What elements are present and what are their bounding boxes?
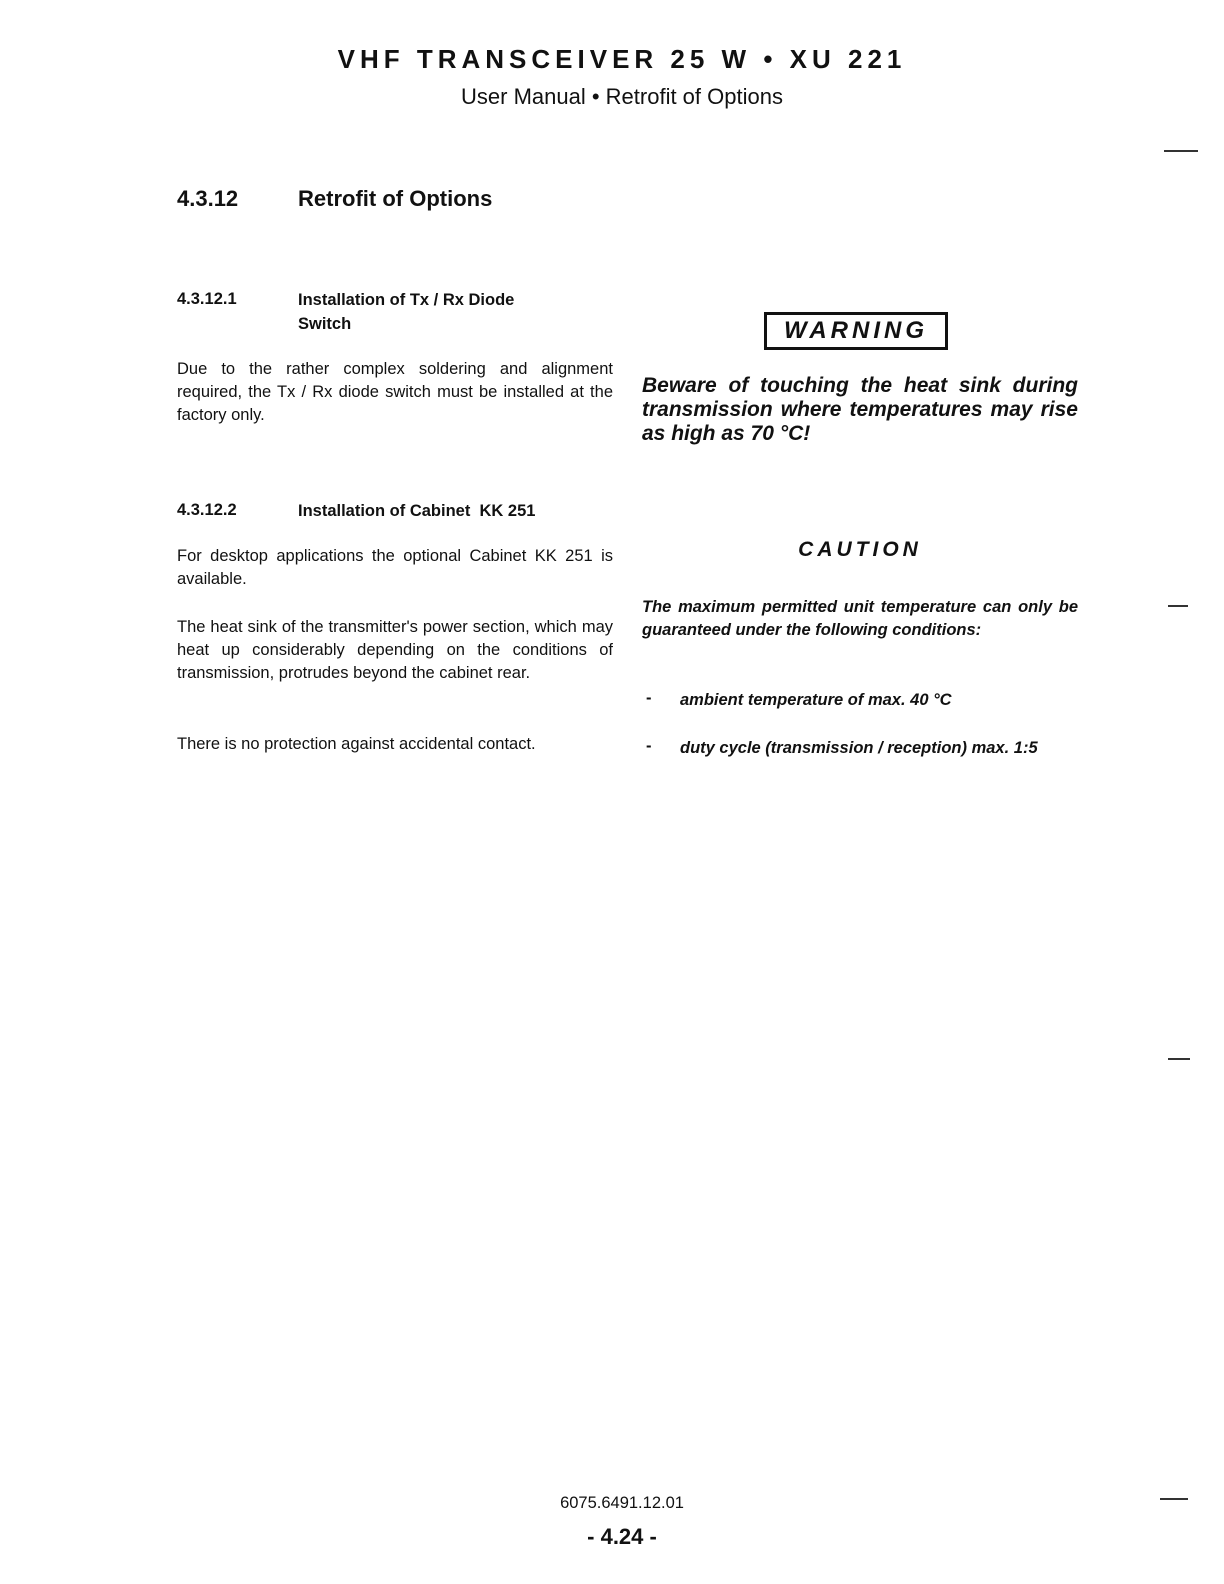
caution-label: CAUTION: [798, 538, 922, 561]
warning-label: WARNING: [764, 312, 948, 350]
subsection1-body: Due to the rather complex soldering and alignment required, the Tx / Rx diode switch must be installed at the factory only.: [177, 360, 613, 424]
margin-mark: [1168, 1058, 1190, 1060]
caution-item-dash: -: [646, 689, 652, 707]
margin-mark: [1168, 605, 1188, 607]
caution-item: ambient temperature of max. 40 °C: [680, 691, 952, 709]
page-number: - 4.24 -: [587, 1524, 657, 1549]
document-number: 6075.6491.12.01: [560, 1494, 684, 1512]
warning-text: Beware of touching the heat sink during transmission where temperatures may rise as high as 70 °C!: [642, 374, 1078, 445]
subsection1-title: [298, 288, 514, 336]
document-title: VHF TRANSCEIVER 25 W • XU 221: [337, 44, 907, 74]
subsection1-title-line1: Installation of Tx / Rx Diode: [298, 291, 515, 309]
subsection1-title-line2: Switch: [298, 315, 352, 333]
subsection2-para3: There is no protection against accidental contact.: [177, 735, 536, 753]
caution-text: The maximum permitted unit temperature can only be guaranteed under the following conditions:: [642, 598, 1078, 639]
subsection2-para2: The heat sink of the transmitter's power section, which may heat up considerably depending on the conditions of transmission, protrudes beyond the cabinet rear.: [177, 618, 613, 682]
margin-mark: [1164, 150, 1198, 152]
caution-item: duty cycle (transmission / reception) max. 1:5: [680, 739, 1038, 757]
margin-mark: [1160, 1498, 1188, 1500]
subsection2-para1: For desktop applications the optional Cabinet KK 251 is available.: [177, 547, 613, 588]
document-subtitle: User Manual • Retrofit of Options: [461, 84, 783, 109]
subsection2-title: Installation of Cabinet KK 251: [298, 502, 536, 520]
caution-item-dash: -: [646, 737, 652, 755]
subsection2-number: 4.3.12.2: [177, 501, 237, 519]
section-title: Retrofit of Options: [298, 186, 493, 211]
section-number: 4.3.12: [177, 186, 239, 211]
subsection1-number: 4.3.12.1: [177, 290, 237, 308]
